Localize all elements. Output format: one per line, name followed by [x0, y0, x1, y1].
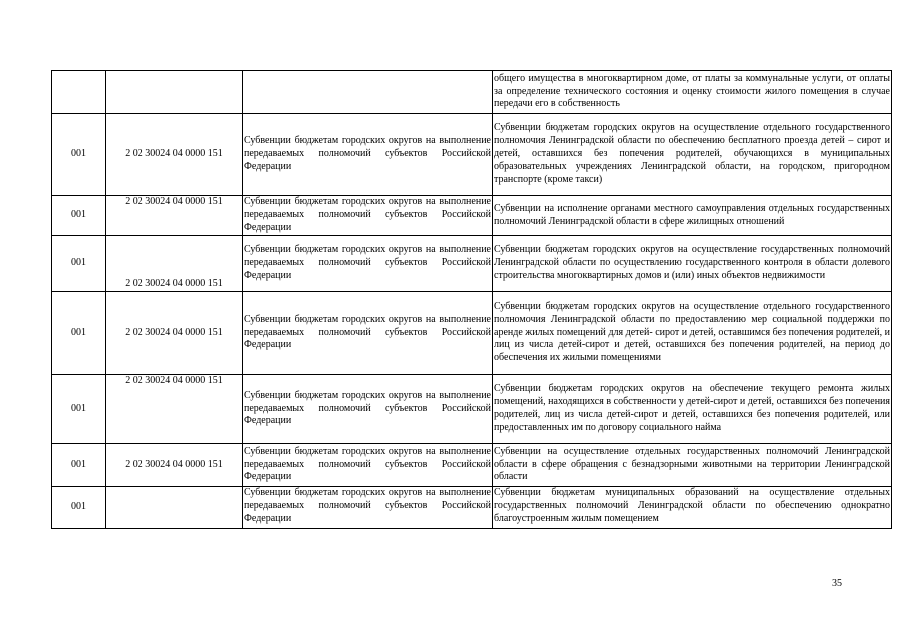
row-description: Субвенции бюджетам городских округов на осуществление отдельного государственного полномочия Ленинградской области по обеспечению бесплатного проезда детей – сирот и детей, оставшихся без попечения родителей, обучающихся в муниципальных образовательных учреждениях Ленинградской области, на городском, пригородном транспорте (кроме такси) — [493, 114, 892, 196]
row-name: Субвенции бюджетам городских округов на выполнение передаваемых полномочий субъектов Российской Федерации — [243, 236, 493, 292]
row-kbk: 2 02 30024 04 0000 151 — [106, 375, 243, 444]
table-row — [52, 114, 892, 196]
row-name — [243, 71, 493, 114]
row-description: Субвенции бюджетам городских округов на обеспечение текущего ремонта жилых помещений, находящихся в собственности у детей-сирот и детей, оставшихся без попечения родителей, лиц из числа детей-сирот и детей, оставшихся без попечения родителей, или предоставленных им по договору социального найма — [493, 375, 892, 444]
table-row — [52, 71, 892, 114]
table-row — [52, 236, 892, 292]
row-description: Субвенции бюджетам муниципальных образований на осуществление отдельных государственных полномочий Ленинградской области по обеспечению однократно благоустроенным жилым помещением — [493, 487, 892, 529]
row-code: 001 — [52, 236, 106, 292]
row-code: 001 — [52, 292, 106, 375]
row-kbk: 2 02 30024 04 0000 151 — [106, 196, 243, 236]
row-kbk — [106, 487, 243, 529]
row-name: Субвенции бюджетам городских округов на выполнение передаваемых полномочий субъектов Российской Федерации — [243, 444, 493, 487]
row-code: 001 — [52, 114, 106, 196]
row-kbk: 2 02 30024 04 0000 151 — [106, 444, 243, 487]
row-name: Субвенции бюджетам городских округов на выполнение передаваемых полномочий субъектов Российской Федерации — [243, 196, 493, 236]
row-name: Субвенции бюджетам городских округов на выполнение передаваемых полномочий субъектов Российской Федерации — [243, 292, 493, 375]
row-code: 001 — [52, 487, 106, 529]
row-kbk — [106, 71, 243, 114]
row-description: Субвенции на осуществление отдельных государственных полномочий Ленинградской области в сфере обращения с безнадзорными животными на территории Ленинградской области — [493, 444, 892, 487]
table-row — [52, 292, 892, 375]
row-description: Субвенции бюджетам городских округов на осуществление государственных полномочий Ленинградской области по осуществлению государственного контроля в области долевого строительства многоквартирных домов и (или) иных объектов недвижимости — [493, 236, 892, 292]
row-name: Субвенции бюджетам городских округов на выполнение передаваемых полномочий субъектов Российской Федерации — [243, 487, 493, 529]
row-description: Субвенции бюджетам городских округов на осуществление отдельного государственного полномочия Ленинградской области по предоставлению мер социальной поддержки по аренде жилых помещений для детей- сирот и детей, оставшимся без попечения родителей, и лиц из числа детей-сирот и детей, оставшихся без попечения родителей, на период до обеспечения их жилыми помещениями — [493, 292, 892, 375]
row-kbk: 2 02 30024 04 0000 151 — [106, 114, 243, 196]
page-number: 35 — [832, 578, 842, 589]
table-row — [52, 196, 892, 236]
row-kbk: 2 02 30024 04 0000 151 — [106, 236, 243, 292]
row-description: Субвенции на исполнение органами местного самоуправления отдельных государственных полномочий Ленинградской области в сфере жилищных отношений — [493, 196, 892, 236]
table-row — [52, 444, 892, 487]
budget-table — [51, 70, 892, 529]
row-code: 001 — [52, 196, 106, 236]
row-description: общего имущества в многоквартирном доме, от платы за коммунальные услуги, от оплаты за определение технического состояния и оценку стоимости жилого помещения в случае передачи его в собственность — [493, 71, 892, 114]
row-name: Субвенции бюджетам городских округов на выполнение передаваемых полномочий субъектов Российской Федерации — [243, 375, 493, 444]
row-code: 001 — [52, 375, 106, 444]
row-kbk: 2 02 30024 04 0000 151 — [106, 292, 243, 375]
table-row — [52, 375, 892, 444]
row-code: 001 — [52, 444, 106, 487]
table-row — [52, 487, 892, 529]
row-code — [52, 71, 106, 114]
row-name: Субвенции бюджетам городских округов на выполнение передаваемых полномочий субъектов Российской Федерации — [243, 114, 493, 196]
